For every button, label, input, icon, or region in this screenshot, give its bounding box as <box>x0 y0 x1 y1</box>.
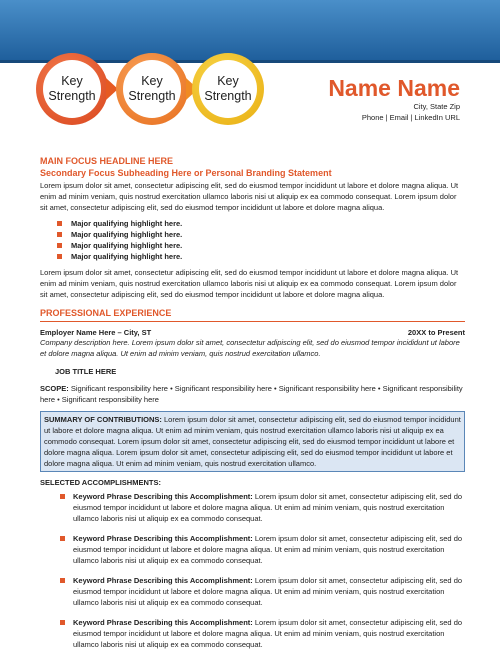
main-headline: MAIN FOCUS HEADLINE HERE <box>40 156 174 166</box>
employer-name: Employer Name Here – City, ST <box>40 328 152 337</box>
accomplishment-text: Lorem ipsum dolor sit amet, consectetur adipiscing elit, sed do eiusmod tempor incididunt ut labore et dolore magna aliqua. Ut enim ad minim veniam, quis nostrud exercitation ullamco laboris nisi ut aliquip ex ea commodo consequat. <box>73 576 463 607</box>
accomplishment-label: Keyword Phrase Describing this Accomplishment: <box>73 492 253 501</box>
experience-heading: PROFESSIONAL EXPERIENCE <box>40 308 172 318</box>
employment-dates: 20XX to Present <box>407 328 465 337</box>
highlight-list <box>40 218 465 262</box>
highlight-item: Major qualifying highlight here. <box>40 240 465 251</box>
highlight-item: Major qualifying highlight here. <box>40 251 465 262</box>
focus-section <box>40 156 465 300</box>
scope-paragraph <box>40 383 465 405</box>
accomplishment-item <box>40 491 465 524</box>
key-strength-label: Key Strength <box>204 74 252 103</box>
candidate-name: Name Name <box>328 75 460 101</box>
highlight-item: Major qualifying highlight here. <box>40 218 465 229</box>
employer-row <box>40 328 465 337</box>
key-strength-label: Key Strength <box>128 74 176 103</box>
sub-headline: Secondary Focus Subheading Here or Personal Branding Statement <box>40 168 332 178</box>
scope-label: SCOPE: <box>40 384 69 393</box>
accomplishment-label: Keyword Phrase Describing this Accomplishment: <box>73 576 253 585</box>
highlight-item: Major qualifying highlight here. <box>40 229 465 240</box>
candidate-address: City, State Zip <box>413 102 460 111</box>
accomplishment-item <box>40 533 465 566</box>
key-strength-circle-2 <box>116 53 188 125</box>
accomplishment-text: Lorem ipsum dolor sit amet, consectetur adipiscing elit, sed do eiusmod tempor incididunt ut labore et dolore magna aliqua. Ut enim ad minim veniam, quis nostrud exercitation ullamco laboris nisi ut aliquip ex ea commodo consequat. <box>73 534 463 565</box>
divider <box>40 321 465 322</box>
accomplishment-text: Lorem ipsum dolor sit amet, consectetur adipiscing elit, sed do eiusmod tempor incididunt ut labore et dolore magna aliqua. Ut enim ad minim veniam, quis nostrud exercitation ullamco laboris nisi ut aliquip ex ea commodo consequat. <box>73 492 463 523</box>
accomplishment-item <box>40 617 465 650</box>
experience-section <box>40 308 465 659</box>
key-strength-label: Key Strength <box>48 74 96 103</box>
summary-text: Lorem ipsum dolor sit amet, consectetur adipiscing elit, sed do eiusmod tempor incididunt ut labore et dolore magna aliqua. Ut enim ad minim veniam, quis nostrud exercitation ullamco laboris nisi ut aliquip ex ea commodo consequat. Lorem ipsum dolor sit amet, consectetur adipiscing elit, sed do eiusmod tempor incididunt ut labore et dolore magna aliqua. Lorem ipsum dolor sit amet, consectetur adipiscing elit, sed do eiusmod tempor incididunt ut labore et dolore magna aliqua. Ut enim ad minim veniam, quis nostrud exercitation ullamco. <box>44 415 461 468</box>
accomplishment-item <box>40 575 465 608</box>
intro-paragraph: Lorem ipsum dolor sit amet, consectetur adipiscing elit, sed do eiusmod tempor incididunt ut labore et dolore magna aliqua. Ut enim ad minim veniam, quis nostrud exercitation ullamco laboris nisi ut aliquip ex ea commodo consequat. Lorem ipsum dolor sit amet, consectetur adipiscing elit, sed do eiusmod tempor incididunt ut labore et dolore magna aliqua. <box>40 181 459 212</box>
scope-text: Significant responsibility here • Significant responsibility here • Significant responsibility here • Significant responsibility here • Significant responsibility here <box>40 384 463 404</box>
summary-label: SUMMARY OF CONTRIBUTIONS: <box>44 415 162 424</box>
summary-box <box>40 411 465 472</box>
outro-paragraph: Lorem ipsum dolor sit amet, consectetur adipiscing elit, sed do eiusmod tempor incididunt ut labore et dolore magna aliqua. Ut enim ad minim veniam, quis nostrud exercitation ullamco laboris nisi ut aliquip ex ea commodo consequat. Lorem ipsum dolor sit amet, consectetur adipiscing elit, sed do eiusmod tempor incididunt ut labore et dolore magna aliqua. <box>40 268 459 299</box>
accomplishment-list <box>40 491 465 650</box>
key-strength-circle-1 <box>36 53 108 125</box>
job-title: JOB TITLE HERE <box>55 367 117 376</box>
company-description: Company description here. Lorem ipsum dolor sit amet, consectetur adipiscing elit, sed do eiusmod tempor incididunt ut labore et dolore magna aliqua. Ut enim ad minim veniam, quis nostrud exercitation ullamco. <box>40 338 460 358</box>
accomplishment-label: Keyword Phrase Describing this Accomplishment: <box>73 534 253 543</box>
candidate-contact: Phone | Email | LinkedIn URL <box>361 113 460 122</box>
accomplishment-label: Keyword Phrase Describing this Accomplishment: <box>73 618 253 627</box>
accomplishment-text: Lorem ipsum dolor sit amet, consectetur adipiscing elit, sed do eiusmod tempor incididunt ut labore et dolore magna aliqua. Ut enim ad minim veniam, quis nostrud exercitation ullamco laboris nisi ut aliquip ex ea commodo consequat. <box>73 618 463 649</box>
accomplishments-heading: SELECTED ACCOMPLISHMENTS: <box>40 478 161 487</box>
key-strength-circle-3 <box>192 53 264 125</box>
